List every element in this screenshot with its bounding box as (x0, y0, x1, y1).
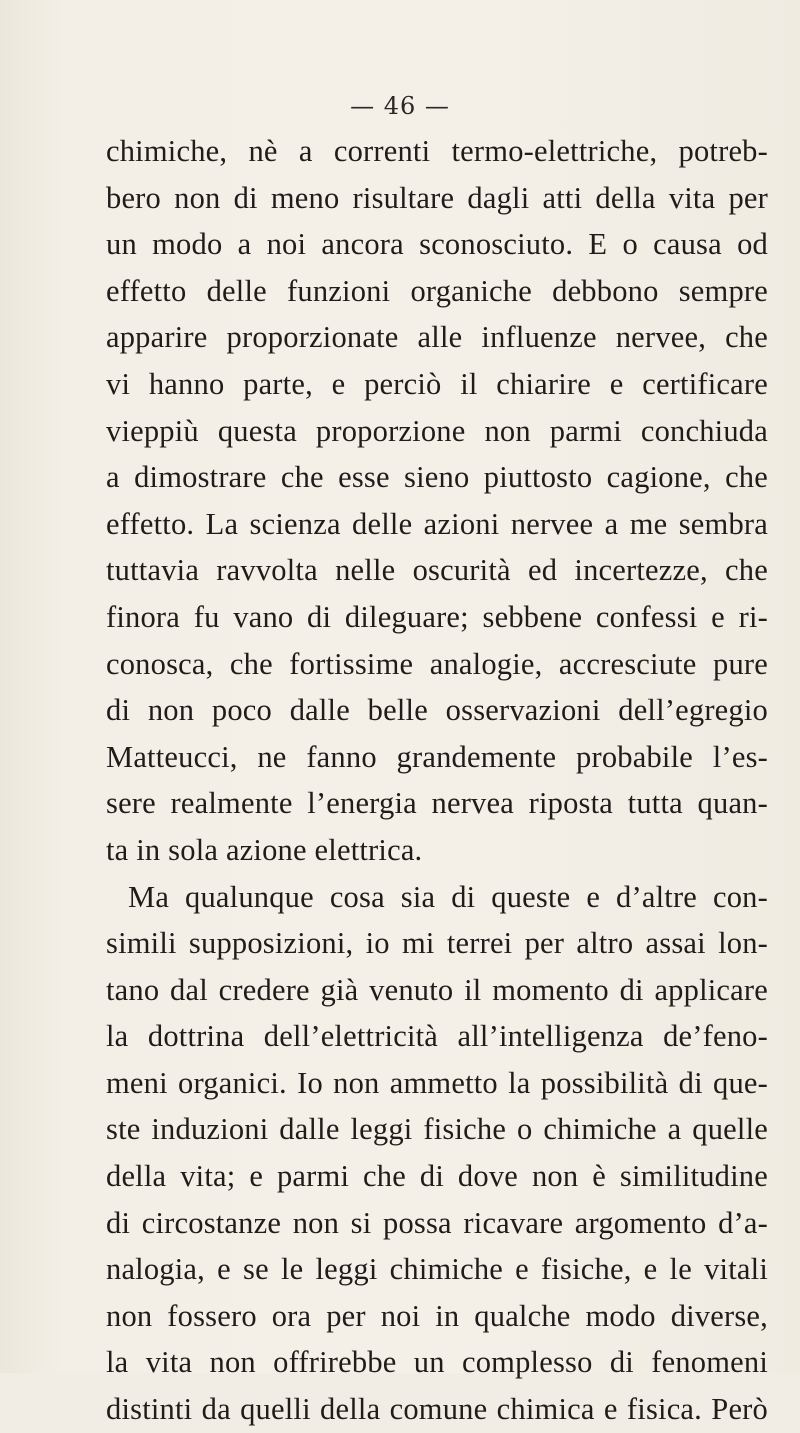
text-line: vi hanno parte, e perciò il chiarire e certificare (106, 366, 768, 401)
paragraph-start-line: Ma qualunque cosa sia di queste e d’altre con- (128, 879, 768, 914)
text-line: effetto. La scienza delle azioni nervee a me sembra (106, 506, 768, 541)
text-line: Matteucci, ne fanno grandemente probabile l’es- (106, 739, 768, 774)
text-line: effetto delle funzioni organiche debbono sempre (106, 273, 768, 308)
page-body-text (106, 128, 768, 1433)
text-line: non fossero ora per noi in qualche modo diverse, (106, 1298, 768, 1333)
text-line: della vita; e parmi che di dove non è similitudine (106, 1159, 768, 1194)
text-line: simili supposizioni, io mi terrei per altro assai lon- (106, 926, 768, 961)
text-line: a dimostrare che esse sieno piuttosto cagione, che (106, 460, 768, 495)
text-line: apparire proporzionate alle influenze nervee, che (106, 320, 768, 355)
text-line: bero non di meno risultare dagli atti della vita per (106, 180, 768, 215)
text-line: di non poco dalle belle osservazioni dell’egregio (106, 693, 768, 728)
text-line: nalogia, e se le leggi chimiche e fisiche, e le vitali (106, 1252, 768, 1287)
text-line: tano dal credere già venuto il momento di applicare (106, 972, 768, 1007)
text-line: tuttavia ravvolta nelle oscurità ed incertezze, che (106, 553, 768, 588)
text-line: distinti da quelli della comune chimica e fisica. Però (106, 1392, 768, 1427)
text-line: sere realmente l’energia nervea riposta tutta quan- (106, 786, 768, 821)
text-line: un modo a noi ancora sconosciuto. E o causa od (106, 227, 768, 262)
page-number-header: — 46 — (350, 92, 450, 120)
text-line: chimiche, nè a correnti termo-elettriche, potreb- (106, 134, 768, 168)
text-line: conosca, che fortissime analogie, accresciute pure (106, 646, 768, 681)
text-line: la dottrina dell’elettricità all’intelligenza de’feno- (106, 1019, 768, 1054)
text-line: di circostanze non si possa ricavare argomento d’a- (106, 1205, 768, 1240)
text-line: meni organici. Io non ammetto la possibilità di que- (106, 1065, 768, 1100)
paragraph-end-line: ta in sola azione elettrica. (106, 832, 423, 867)
text-line: vieppiù questa proporzione non parmi conchiuda (106, 413, 768, 448)
text-line: finora fu vano di dileguare; sebbene confessi e ri- (106, 599, 768, 634)
text-line: la vita non offrirebbe un complesso di fenomeni (106, 1345, 768, 1380)
text-line: ste induzioni dalle leggi fisiche o chimiche a quelle (106, 1112, 768, 1147)
